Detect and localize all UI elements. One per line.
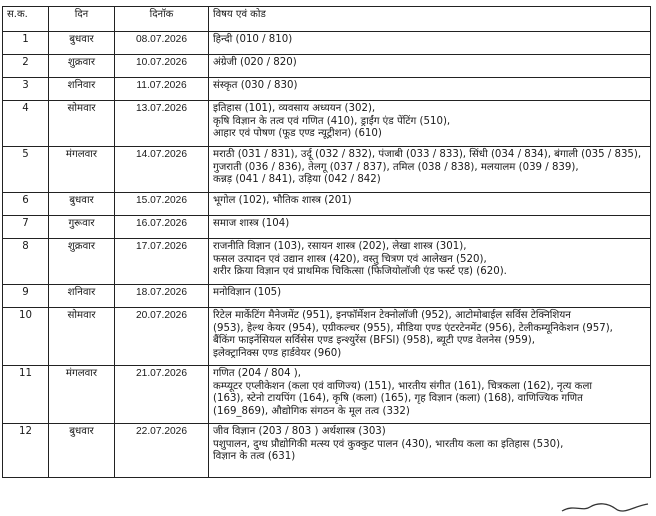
- row-subjects: [209, 55, 651, 78]
- subject-line: फसल उत्पादन एवं उद्यान शास्त्र (420), वस्तु चित्रण एवं आलेखन (520),: [213, 253, 487, 265]
- row-serial: 10: [3, 308, 49, 366]
- row-day: शनिवार: [49, 78, 115, 101]
- header-subject: विषय एवं कोड: [209, 7, 651, 32]
- row-serial: 4: [3, 101, 49, 147]
- row-serial: 5: [3, 147, 49, 193]
- subject-line: मनोविज्ञान (105): [213, 287, 282, 298]
- row-day: मंगलवार: [49, 366, 115, 424]
- subject-line: (169_869), औद्योगिक संगठन के मूल तत्व (332): [213, 405, 410, 417]
- row-date: 18.07.2026: [115, 285, 209, 308]
- row-day: गुरूवार: [49, 216, 115, 239]
- row-day: शुक्रवार: [49, 239, 115, 285]
- table-row: [3, 32, 651, 55]
- exam-timetable: [2, 6, 654, 478]
- row-date: 10.07.2026: [115, 55, 209, 78]
- row-date: 14.07.2026: [115, 147, 209, 193]
- table-row: [3, 147, 651, 193]
- row-date: 21.07.2026: [115, 366, 209, 424]
- row-subjects: [209, 78, 651, 101]
- row-date: 11.07.2026: [115, 78, 209, 101]
- subject-line: मराठी (031 / 831), उर्दू (032 / 832), पंजाबी (033 / 833), सिंधी (034 / 834), बंगाली (035 / 835),: [213, 149, 642, 160]
- table-row: [3, 216, 651, 239]
- subject-line: पशुपालन, दुग्ध प्रौद्योगिकी मत्स्य एवं कुक्कुट पालन (430), भारतीय कला का इतिहास (530),: [213, 438, 564, 450]
- subject-line: (163), स्टेनो टायपिंग (164), कृषि (कला) (165), गृह विज्ञान (कला) (168), वाणिज्यिक गणित: [213, 393, 583, 405]
- row-date: 08.07.2026: [115, 32, 209, 55]
- subject-line: इतिहास (101), व्यवसाय अध्ययन (302),: [213, 103, 376, 114]
- row-subjects: [209, 216, 651, 239]
- subject-line: समाज शास्त्र (104): [213, 218, 290, 229]
- row-serial: 3: [3, 78, 49, 101]
- table-row: [3, 308, 651, 366]
- header-serial: स.क.: [3, 7, 49, 32]
- table-body: [3, 32, 651, 478]
- table-row: [3, 239, 651, 285]
- row-date: 15.07.2026: [115, 193, 209, 216]
- subject-line: भूगोल (102), भौतिक शास्त्र (201): [213, 195, 352, 206]
- row-date: 20.07.2026: [115, 308, 209, 366]
- row-serial: 6: [3, 193, 49, 216]
- row-day: बुधवार: [49, 193, 115, 216]
- row-subjects: [209, 308, 651, 366]
- subject-line: गणित (204 / 804 ),: [213, 368, 302, 379]
- subject-line: गुजराती (036 / 836), तेलगू (037 / 837), तमिल (038 / 838), मलयालम (039 / 839),: [213, 161, 579, 173]
- subject-line: रिटेल मार्केटिंग मैनेजमेंट (951), इनफॉर्मेशन टेक्नोलॉजी (952), आटोमोबाईल सर्विस टेक्निशियन: [213, 310, 571, 321]
- row-subjects: [209, 424, 651, 478]
- table-row: [3, 366, 651, 424]
- row-subjects: [209, 147, 651, 193]
- table-row: [3, 424, 651, 478]
- subject-line: कन्नड़ (041 / 841), उड़िया (042 / 842): [213, 174, 381, 186]
- subject-line: (953), हेल्थ केयर (954), एग्रीकल्चर (955), मीडिया एण्ड एंटरटेनमेंट (956), टेलीकम्यूनिकेशन (957),: [213, 322, 613, 334]
- subject-line: राजनीति विज्ञान (103), रसायन शास्त्र (202), लेखा शास्त्र (301),: [213, 241, 467, 252]
- timetable-table: [2, 6, 651, 478]
- row-serial: 7: [3, 216, 49, 239]
- table-row: [3, 78, 651, 101]
- row-serial: 9: [3, 285, 49, 308]
- subject-line: कृषि विज्ञान के तत्व एवं गणित (410), ड्राईंग एंड पेंटिंग (510),: [213, 115, 451, 127]
- row-serial: 1: [3, 32, 49, 55]
- row-date: 17.07.2026: [115, 239, 209, 285]
- row-day: बुधवार: [49, 32, 115, 55]
- row-subjects: [209, 285, 651, 308]
- row-serial: 8: [3, 239, 49, 285]
- table-row: [3, 55, 651, 78]
- header-date: दिनॉक: [115, 7, 209, 32]
- row-subjects: [209, 32, 651, 55]
- row-subjects: [209, 366, 651, 424]
- table-row: [3, 193, 651, 216]
- row-serial: 12: [3, 424, 49, 478]
- subject-line: हिन्दी (010 / 810): [213, 34, 293, 45]
- row-date: 16.07.2026: [115, 216, 209, 239]
- table-row: [3, 285, 651, 308]
- subject-line: कम्प्यूटर एप्लीकेशन (कला एवं वाणिज्य) (151), भारतीय संगीत (161), चित्रकला (162), नृत्य कला: [213, 380, 593, 392]
- row-serial: 2: [3, 55, 49, 78]
- row-day: शनिवार: [49, 285, 115, 308]
- header-day: दिन: [49, 7, 115, 32]
- subject-line: शरीर क्रिया विज्ञान एवं प्राथमिक चिकित्सा (फिजियोलॉजी एंड फर्स्ट एड) (620).: [213, 266, 507, 278]
- row-date: 13.07.2026: [115, 101, 209, 147]
- row-day: सोमवार: [49, 101, 115, 147]
- subject-line: अंग्रेजी (020 / 820): [213, 57, 297, 68]
- table-header-row: [3, 7, 651, 32]
- row-day: शुक्रवार: [49, 55, 115, 78]
- row-subjects: [209, 193, 651, 216]
- signature-mark: [560, 500, 650, 514]
- row-subjects: [209, 101, 651, 147]
- subject-line: इलेक्ट्रानिक्स एण्ड हार्डवेयर (960): [213, 347, 342, 359]
- row-day: मंगलवार: [49, 147, 115, 193]
- subject-line: बैंकिंग फाइनेंसियल सर्विसेस एण्ड इन्श्युरेंस (BFSI) (958), ब्यूटी एण्ड वेलनेस (959),: [213, 335, 535, 347]
- subject-line: संस्कृत (030 / 830): [213, 80, 298, 91]
- row-day: बुधवार: [49, 424, 115, 478]
- subject-line: आहार एवं पोषण (फूड एण्ड न्यूट्रीशन) (610): [213, 128, 382, 140]
- table-row: [3, 101, 651, 147]
- row-subjects: [209, 239, 651, 285]
- subject-line: जीव विज्ञान (203 / 803 ) अर्थशास्त्र (303): [213, 426, 386, 437]
- subject-line: विज्ञान के तत्व (631): [213, 451, 296, 463]
- row-serial: 11: [3, 366, 49, 424]
- row-date: 22.07.2026: [115, 424, 209, 478]
- row-day: सोमवार: [49, 308, 115, 366]
